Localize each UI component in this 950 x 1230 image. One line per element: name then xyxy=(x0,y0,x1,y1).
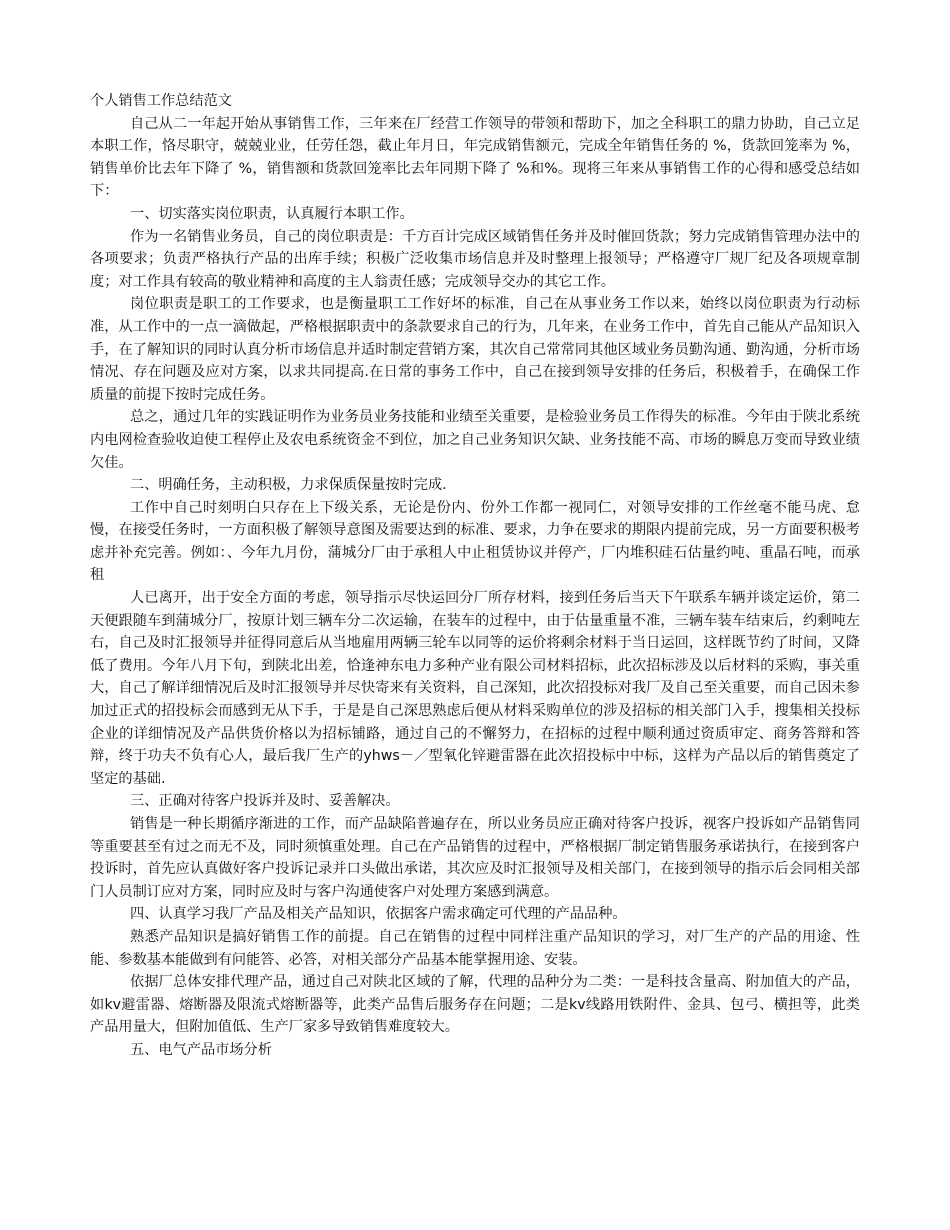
paragraph-tasks: 工作中自己时刻明白只存在上下级关系，无论是份内、份外工作都一视同仁，对领导安排的工作丝毫不能马虎、怠慢，在接受任务时，一方面积极了解领导意图及需要达到的标准、要求，力争在要求的期限内提前完成，另一方面要积极考虑并补充完善。例如：、今年九月份，蒲城分厂由于承租人中止租赁协议并停产，厂内堆积硅石估量约吨、重晶石吨，而承租 xyxy=(90,499,860,584)
document-title: 个人销售工作总结范文 xyxy=(90,93,232,109)
document-page xyxy=(90,90,860,1062)
paragraph-product-knowledge: 熟悉产品知识是搞好销售工作的前提。自己在销售的过程中同样注重产品知识的学习，对厂生产的产品的用途、性能、参数基本能做到有问能答、必答，对相关部分产品基本能掌握用途、安装。 xyxy=(90,928,860,968)
paragraph-complaints: 销售是一种长期循序渐进的工作，而产品缺陷普遍存在，所以业务员应正确对待客户投诉，视客户投诉如产品销售同等重要甚至有过之而无不及，同时须慎重处理。自己在产品销售的过程中，严格根据厂制定销售服务承诺执行，在接到客户投诉时，首先应认真做好客户投诉记录并口头做出承诺，其次应及时汇报领导及相关部门，在接到领导的指示后会同相关部门人员制订应对方案，同时应及时与客户沟通使客户对处理方案感到满意。 xyxy=(90,816,860,900)
section-heading-5: 五、电气产品市场分析 xyxy=(130,1041,272,1058)
section-heading-1: 一、切实落实岗位职责，认真履行本职工作。 xyxy=(130,205,414,222)
paragraph-example: 人已离开，出于安全方面的考虑，领导指示尽快运回分厂所存材料，接到任务后当天下午联系车辆并谈定运价，第二天便跟随车到蒲城分厂，按原计划三辆车分二次运输，在装车的过程中，由于估量重量不准，三辆车装车结束后，约剩吨左右，自己及时汇报领导并征得同意后从当地雇用两辆三轮车以同等的运价将剩余材料于当日运回，这样既节约了时间，又降低了费用。今年八月下旬，到陕北出差，恰逢神东电力多种产业有限公司材料招标，此次招标涉及以后材料的采购，事关重大，自己了解详细情况后及时汇报领导并尽快寄来有关资料，自己深知，此次招投标对我厂及自己至关重要，而自己因未参加过正式的招投标会而感到无从下手，于是是自己深思熟虑后便从材料采购单位的涉及招标的相关部门入手，搜集相关投标企业的详细情况及产品供货价格以为招标铺路，通过自己的不懈努力，在招标的过程中顺利通过资质审定、商务答辩和答辩，终于功夫不负有心人，最后我厂生产的yhws－／型氧化锌避雷器在此次招投标中中标，这样为产品以后的销售奠定了坚定的基础. xyxy=(90,590,860,787)
paragraph-agency-products: 依据厂总体安排代理产品，通过自己对陕北区域的了解，代理的品种分为二类：一是科技含量高、附加值大的产品，如kv避雷器、熔断器及限流式熔断器等，此类产品售后服务存在问题；二是kv线路用铁附件、金具、包弓、横担等，此类产品用量大，但附加值低、生产厂家多导致销售难度较大。 xyxy=(90,974,860,1036)
paragraph-standards: 岗位职责是职工的工作要求，也是衡量职工工作好坏的标准，自己在从事业务工作以来，始终以岗位职责为行动标准，从工作中的一点一滴做起，严格根据职责中的条款要求自己的行为，几年来，在业务工作中，首先自己能从产品知识入手，在了解知识的同时认真分析市场信息并适时制定营销方案，其次自己常常同其他区域业务员勤沟通、勤沟通，分析市场情况、存在问题及应对方案，以求共同提高.在日常的事务工作中，自己在接到领导安排的任务后，积极着手，在确保工作质量的前提下按时完成任务。 xyxy=(90,296,860,403)
paragraph-intro: 自己从二一年起开始从事销售工作，三年来在厂经营工作领导的带领和帮助下，加之全科职工的鼎力协助，自己立足本职工作，恪尽职守，兢兢业业，任劳任怨，截止年月日，年完成销售额元，完成全年销售任务的 %，货款回笼率为 %，销售单价比去年下降了 %，销售额和货款回笼率比去年同期下降了 %和%。现将三年来从事销售工作的心得和感受总结如下： xyxy=(90,115,860,200)
section-heading-2: 二、明确任务，主动积极，力求保质保量按时完成. xyxy=(130,477,447,494)
paragraph-summary: 总之，通过几年的实践证明作为业务员业务技能和业绩至关重要，是检验业务员工作得失的标准。今年由于陕北系统内电网检查验收迫使工程停止及农电系统资金不到位，加之自己业务知识欠缺、业务技能不高、市场的瞬息万变而导致业绩欠佳。 xyxy=(90,409,860,471)
section-heading-4: 四、认真学习我厂产品及相关产品知识，依据客户需求确定可代理的产品品种。 xyxy=(130,906,627,923)
paragraph-duties: 作为一名销售业务员，自己的岗位职责是：千方百计完成区域销售任务并及时催回货款；努力完成销售管理办法中的各项要求；负责严格执行产品的出库手续；积极广泛收集市场信息并及时整理上报领导；严格遵守厂规厂纪及各项规章制度；对工作具有较高的敬业精神和高度的主人翁责任感；完成领导交办的其它工作。 xyxy=(90,228,860,290)
section-heading-3: 三、正确对待客户投诉并及时、妥善解决。 xyxy=(130,793,400,810)
